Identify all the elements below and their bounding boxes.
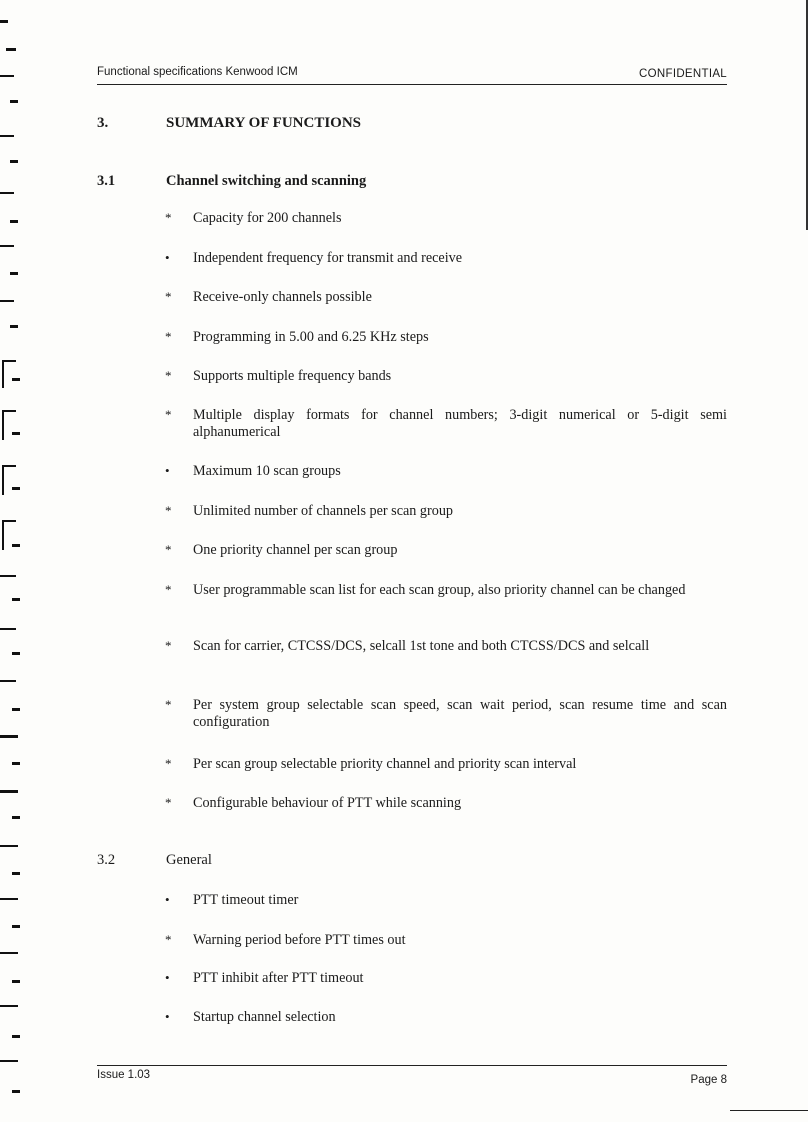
bullet-mark: * <box>165 329 172 344</box>
section-number: 3. <box>97 115 109 131</box>
list-item-text: Per system group selectable scan speed, scan wait period, scan resume time and scan configuration <box>193 697 727 730</box>
bullet-mark: * <box>165 210 172 225</box>
subsection-number: 3.1 <box>97 173 116 189</box>
scan-margin-marks <box>0 0 30 1122</box>
subsection-title: Channel switching and scanning <box>166 173 367 189</box>
list-item-text: PTT inhibit after PTT timeout <box>193 970 364 986</box>
list-item-text: Per scan group selectable priority channel and priority scan interval <box>193 756 577 772</box>
subsection-title: General <box>166 852 212 868</box>
footer-page-number: Page 8 <box>690 1074 727 1086</box>
header-confidential: CONFIDENTIAL <box>639 68 727 80</box>
list-item-text: User programmable scan list for each scan group, also priority channel can be changed <box>193 582 686 598</box>
bullet-mark: * <box>165 542 172 557</box>
list-item-text: Independent frequency for transmit and receive <box>193 250 463 266</box>
footer-issue: Issue 1.03 <box>97 1069 151 1081</box>
bullet-mark: * <box>165 289 172 304</box>
list-item-text: Unlimited number of channels per scan group <box>193 503 454 519</box>
bullet-mark: * <box>165 582 172 597</box>
scan-corner-line <box>730 1110 808 1111</box>
list-item-text: Capacity for 200 channels <box>193 210 342 226</box>
header-document-title: Functional specifications Kenwood ICM <box>97 66 298 78</box>
page-header <box>97 66 727 85</box>
bullet-mark: * <box>165 638 172 653</box>
list-item-text: Startup channel selection <box>193 1009 336 1025</box>
list-item-text: Programming in 5.00 and 6.25 KHz steps <box>193 329 429 345</box>
list-item-text: Scan for carrier, CTCSS/DCS, selcall 1st tone and both CTCSS/DCS and selcall <box>193 638 650 654</box>
bullet-mark: * <box>165 795 172 810</box>
bullet-mark: * <box>165 756 172 771</box>
bullet-mark: • <box>165 970 170 985</box>
list-item-text: One priority channel per scan group <box>193 542 398 558</box>
bullet-mark: • <box>165 463 170 478</box>
list-item-text: Receive-only channels possible <box>193 289 372 305</box>
bullet-mark: • <box>165 250 170 265</box>
list-item-text: Configurable behaviour of PTT while scanning <box>193 795 462 811</box>
list-item-text: PTT timeout timer <box>193 892 299 908</box>
bullet-mark: * <box>165 932 172 947</box>
section-title: SUMMARY OF FUNCTIONS <box>166 115 362 131</box>
bullet-mark: * <box>165 503 172 518</box>
bullet-mark: • <box>165 892 170 907</box>
page-footer <box>97 1065 727 1086</box>
bullet-mark: • <box>165 1009 170 1024</box>
list-item-text: Supports multiple frequency bands <box>193 368 392 384</box>
bullet-mark: * <box>165 368 172 383</box>
bullet-mark: * <box>165 697 172 712</box>
bullet-mark: * <box>165 407 172 422</box>
list-item-text: Warning period before PTT times out <box>193 932 406 948</box>
subsection-number: 3.2 <box>97 852 116 868</box>
list-item-text: Multiple display formats for channel numbers; 3-digit numerical or 5-digit semi alphanumerical <box>193 407 727 440</box>
list-item-text: Maximum 10 scan groups <box>193 463 341 479</box>
